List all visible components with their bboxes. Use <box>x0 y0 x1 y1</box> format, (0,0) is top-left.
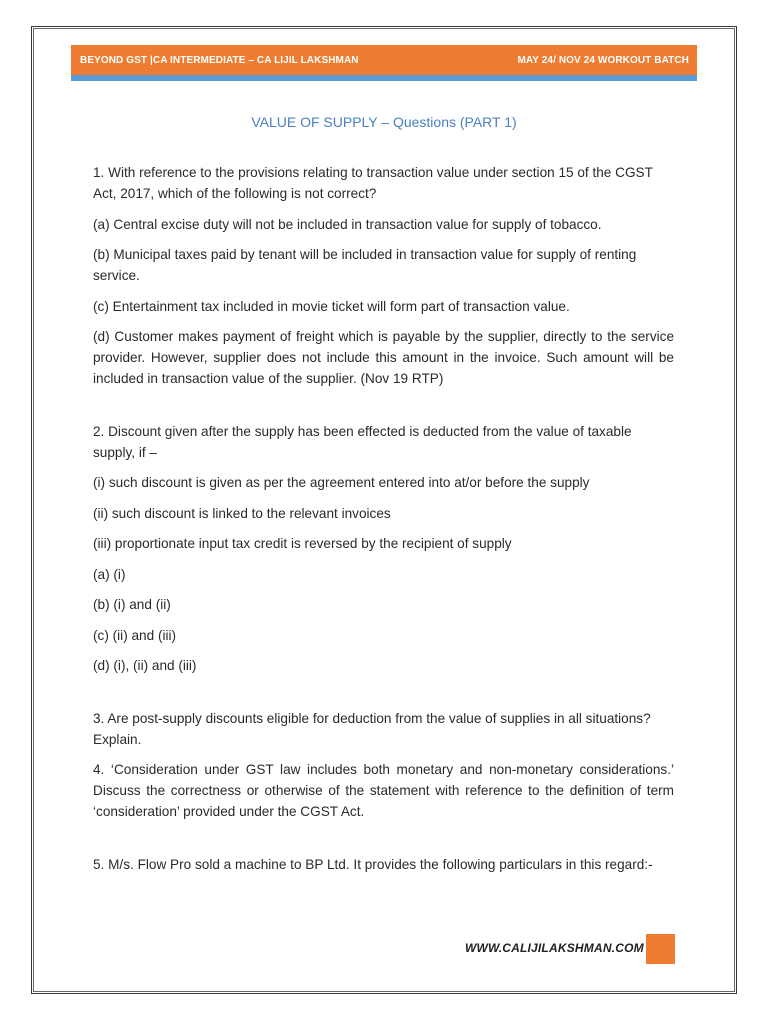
question-2-statement-i: (i) such discount is given as per the agreement entered into at/or before the supply <box>93 475 590 490</box>
question-2-stem: 2. Discount given after the supply has been effected is deducted from the value of taxable supply, if – <box>93 423 632 460</box>
header-right-text: MAY 24/ NOV 24 WORKOUT BATCH <box>517 54 689 66</box>
footer-page-marker <box>646 934 675 964</box>
question-5: 5. M/s. Flow Pro sold a machine to BP Ltd. It provides the following particulars in this regard:- <box>93 856 653 872</box>
question-1-option-b: (b) Municipal taxes paid by tenant will be included in transaction value for supply of renting service. <box>93 247 637 283</box>
question-2-option-c: (c) (ii) and (iii) <box>93 627 177 643</box>
questions-body <box>93 162 674 884</box>
question-2-option-a: (a) (i) <box>93 566 126 582</box>
spacer <box>93 832 674 854</box>
page-header <box>71 45 697 75</box>
spacer <box>93 399 674 421</box>
question-1-stem: 1. With reference to the provisions relating to transaction value under section 15 of the CGST Act, 2017, which of the following is not correct? <box>93 165 653 201</box>
question-1-option-d: (d) Customer makes payment of freight which is payable by the supplier, directly to the service provider. However, supplier does not include this amount in the invoice. Such amount will be included in transaction value of the supplier. (Nov 19 RTP) <box>93 329 674 386</box>
question-2-option-b: (b) (i) and (ii) <box>93 597 171 612</box>
question-2-statement-iii: (iii) proportionate input tax credit is reversed by the recipient of supply <box>93 536 512 551</box>
question-2-statement-ii: (ii) such discount is linked to the relevant invoices <box>93 505 391 521</box>
spacer <box>93 686 674 708</box>
header-accent-bar <box>71 75 697 81</box>
question-1-option-c: (c) Entertainment tax included in movie ticket will form part of transaction value. <box>93 298 570 314</box>
question-3: 3. Are post-supply discounts eligible for deduction from the value of supplies in all situations? Explain. <box>93 710 651 747</box>
document-title: VALUE OF SUPPLY – Questions (PART 1) <box>251 114 517 130</box>
question-2-option-d: (d) (i), (ii) and (iii) <box>93 658 197 673</box>
question-1-option-a: (a) Central excise duty will not be included in transaction value for supply of tobacco. <box>93 216 602 232</box>
question-4: 4. ‘Consideration under GST law includes both monetary and non-monetary considerations.’ Discuss the correctness or otherwise of the statement with reference to the definition of term ‘consideration’ provided under the CGST Act. <box>93 762 674 819</box>
header-left-text: BEYOND GST |CA INTERMEDIATE – CA LIJIL LAKSHMAN <box>80 54 359 66</box>
footer-website-link[interactable]: WWW.CALIJILAKSHMAN.COM <box>465 941 644 955</box>
